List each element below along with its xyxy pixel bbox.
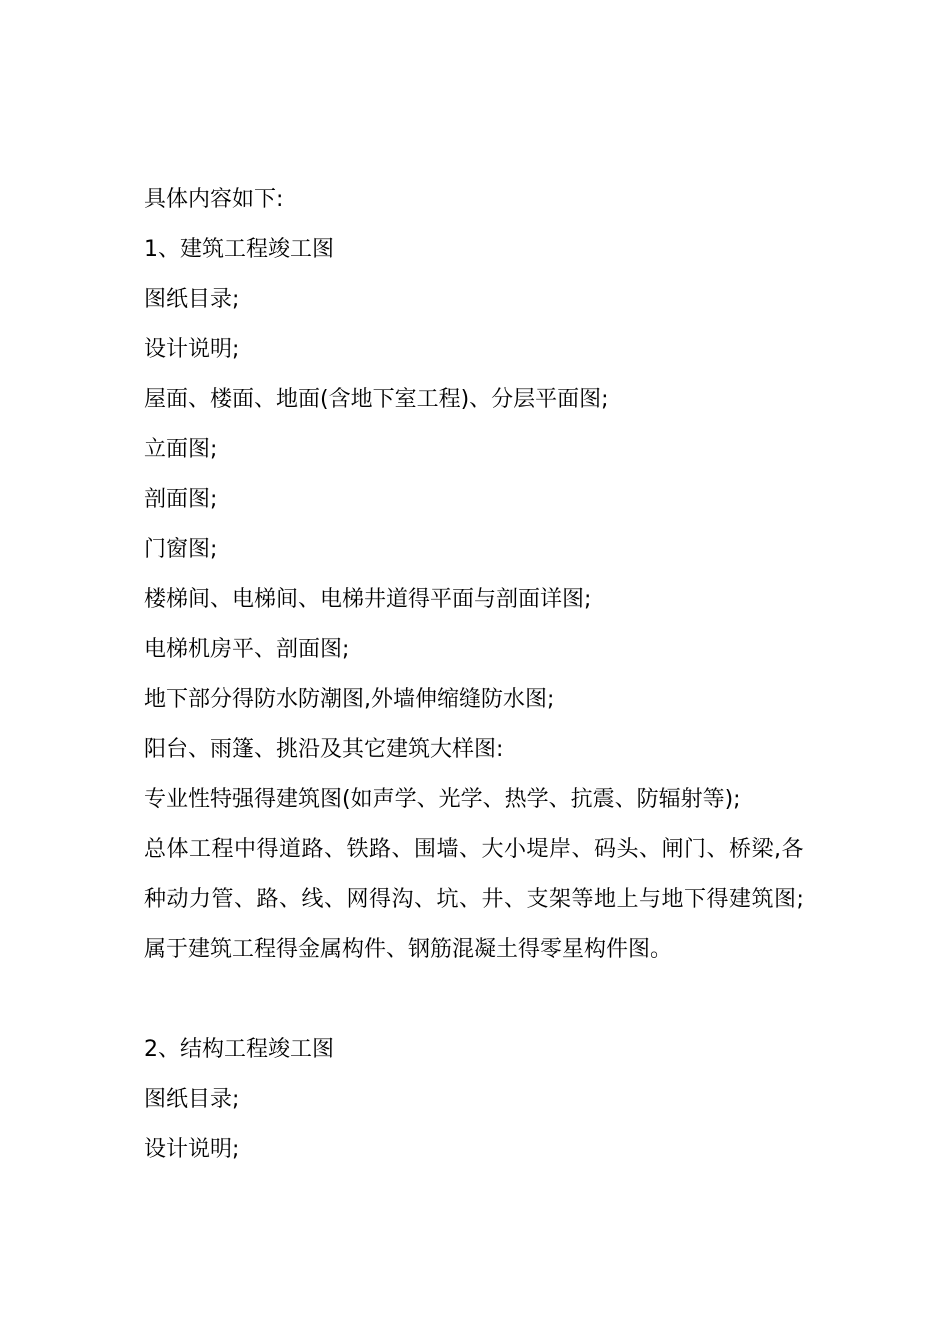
list-item: 屋面、楼面、地面(含地下室工程)、分层平面图; bbox=[144, 387, 609, 412]
list-item: 图纸目录; bbox=[144, 1087, 240, 1112]
blank-line bbox=[144, 975, 824, 1025]
list-item: 电梯机房平、剖面图; bbox=[144, 637, 350, 662]
list-item: 设计说明; bbox=[144, 337, 240, 362]
list-item: 剖面图; bbox=[144, 487, 218, 512]
list-item: 阳台、雨篷、挑沿及其它建筑大样图: bbox=[144, 737, 504, 762]
intro-text: 具体内容如下: bbox=[144, 187, 284, 212]
list-item: 图纸目录; bbox=[144, 287, 240, 312]
section-heading-architecture: 1、建筑工程竣工图 bbox=[144, 237, 334, 262]
list-item: 楼梯间、电梯间、电梯井道得平面与剖面详图; bbox=[144, 587, 592, 612]
list-item: 设计说明; bbox=[144, 1137, 240, 1162]
list-item: 专业性特强得建筑图(如声学、光学、热学、抗震、防辐射等); bbox=[144, 787, 741, 812]
list-item: 地下部分得防水防潮图,外墙伸缩缝防水图; bbox=[144, 687, 555, 712]
list-item-multiline: 总体工程中得道路、铁路、围墙、大小堤岸、码头、闸门、桥梁,各种动力管、路、线、网得沟、坑、井、支架等地上与地下得建筑图; bbox=[144, 837, 805, 912]
list-item: 门窗图; bbox=[144, 537, 218, 562]
section-heading-structure: 2、结构工程竣工图 bbox=[144, 1037, 334, 1062]
list-item: 属于建筑工程得金属构件、钢筋混凝土得零星构件图。 bbox=[144, 937, 673, 962]
list-item: 立面图; bbox=[144, 437, 218, 462]
document-body bbox=[144, 175, 824, 1175]
